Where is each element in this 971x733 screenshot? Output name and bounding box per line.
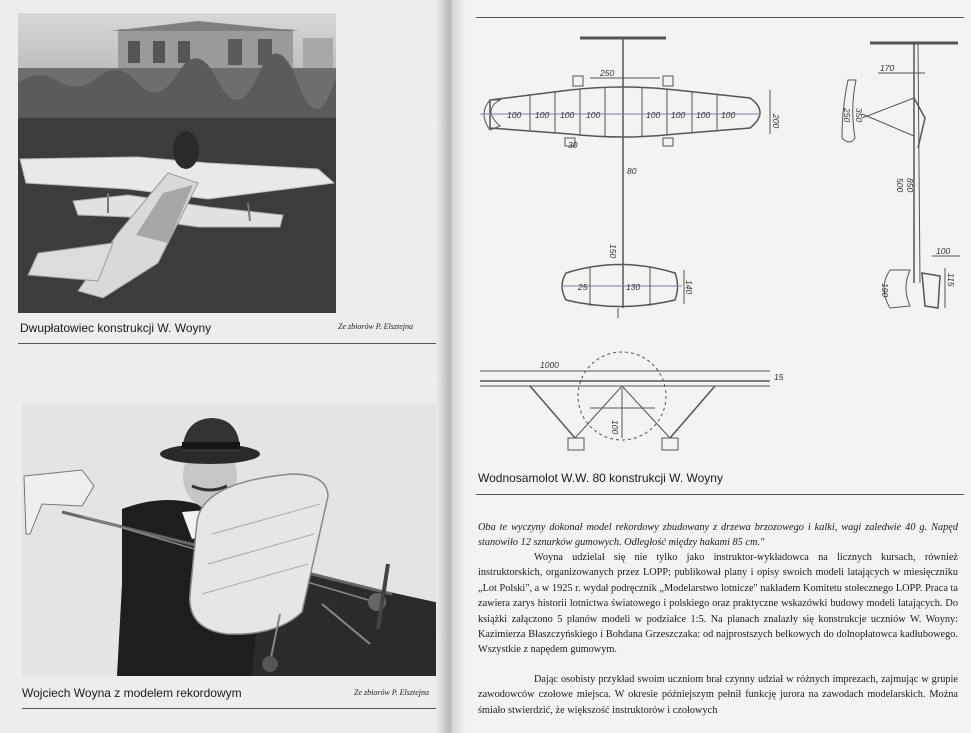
side-e-label: 100 [936, 246, 951, 256]
tail-left-label: 25 [578, 282, 588, 292]
front-span-label: 1000 [540, 360, 559, 370]
front-small-label: 15 [774, 372, 784, 382]
wing-dim-8: 100 [721, 110, 736, 120]
wing-dim-2: 100 [535, 110, 550, 120]
front-height-label: 100 [610, 420, 620, 435]
fuselage-label: 80 [627, 166, 637, 176]
biplane-caption: Dwupłatowiec konstrukcji W. Woyny [20, 321, 212, 335]
side-d-label: 850 [905, 178, 915, 193]
wing-dim-7: 100 [696, 110, 711, 120]
book-gutter [436, 0, 466, 733]
wing-chord-label: 250 [600, 68, 615, 78]
tail-dim-label: 130 [626, 282, 641, 292]
side-a-label: 250 [842, 108, 852, 123]
tail-height-label: 140 [684, 280, 694, 295]
paragraph-1: Woyna udzielał się nie tylko jako instruktor-wykładowca na licznych kursach, również instruktorskich, organizowanych przez LOPP; publikował plany i opisy swoich modeli latających w miesięczniku „Lot Polski", a w 1925 r. wydał podręcznik „Modelarstwo lotnicze" nakładem Komitetu stołecznego LOPP. Praca ta zawiera zarys historii lotnictwa światowego i polskiego oraz praktyczne wskazówki budowy modeli latających. Do książki załączono 5 planów modeli w podziałce 1:5. Na planach znalazły się konstrukcje uczniów W. Woyny: Kazimierza Błaszczyńskiego i Bohdana Grzeszczaka: od najprostszych belkowych do dolnopłatowca kadłubowego. Wszystkie z napędem gumowym. [478, 552, 958, 656]
right-middle-rule [476, 494, 964, 495]
italic-note: Oba te wyczyny dokonał model rekordowy zbudowany z drzewa brzozowego i kalki, wagi zaledwie 40 g. Napęd stanowiło 12 sznurków gumowych. Odległość między hakami 85 cm." [478, 522, 958, 549]
biplane-photo [18, 13, 336, 313]
side-top-label: 170 [880, 63, 895, 73]
paragraph-2: Dając osobisty przykład swoim uczniom brał czynny udział w różnych imprezach, zajmując w grupie zawodowców czołowe miejsca. W okresie późniejszym pełnił funkcję jurora na zawodach modelarskich. Można śmiało stwierdzić, że większość instruktorów i czołowych [478, 674, 958, 716]
wing-dim-5: 100 [646, 110, 661, 120]
wing-small-label: 30 [568, 140, 578, 150]
woyna-caption: Wojciech Woyna z modelem rekordowym [22, 686, 242, 700]
wing-height-label: 200 [771, 114, 781, 129]
left-page [0, 0, 448, 733]
woyna-credit: Ze zbiorów P. Elsztejna [354, 688, 429, 697]
woyna-photo-image [22, 404, 444, 676]
side-b-label: 350 [854, 108, 864, 123]
biplane-credit: Ze zbiorów P. Elsztejna [338, 322, 413, 331]
left-top-rule [18, 343, 443, 344]
wing-dim-3: 100 [560, 110, 575, 120]
side-g-label: 115 [946, 273, 956, 287]
wing-dim-1: 100 [507, 110, 522, 120]
drawing-caption: Wodnosamolot W.W. 80 konstrukcji W. Woyny [478, 471, 723, 485]
fuselage-length-label: 150 [608, 244, 618, 259]
woyna-photo [22, 404, 444, 676]
wing-dim-6: 100 [671, 110, 686, 120]
biplane-photo-image [18, 13, 336, 313]
side-f-label: 190 [880, 283, 890, 298]
technical-drawing [470, 28, 970, 483]
right-top-rule [476, 17, 964, 18]
left-bottom-rule [22, 708, 444, 709]
wing-dim-4: 100 [586, 110, 601, 120]
side-c-label: 500 [895, 178, 905, 193]
